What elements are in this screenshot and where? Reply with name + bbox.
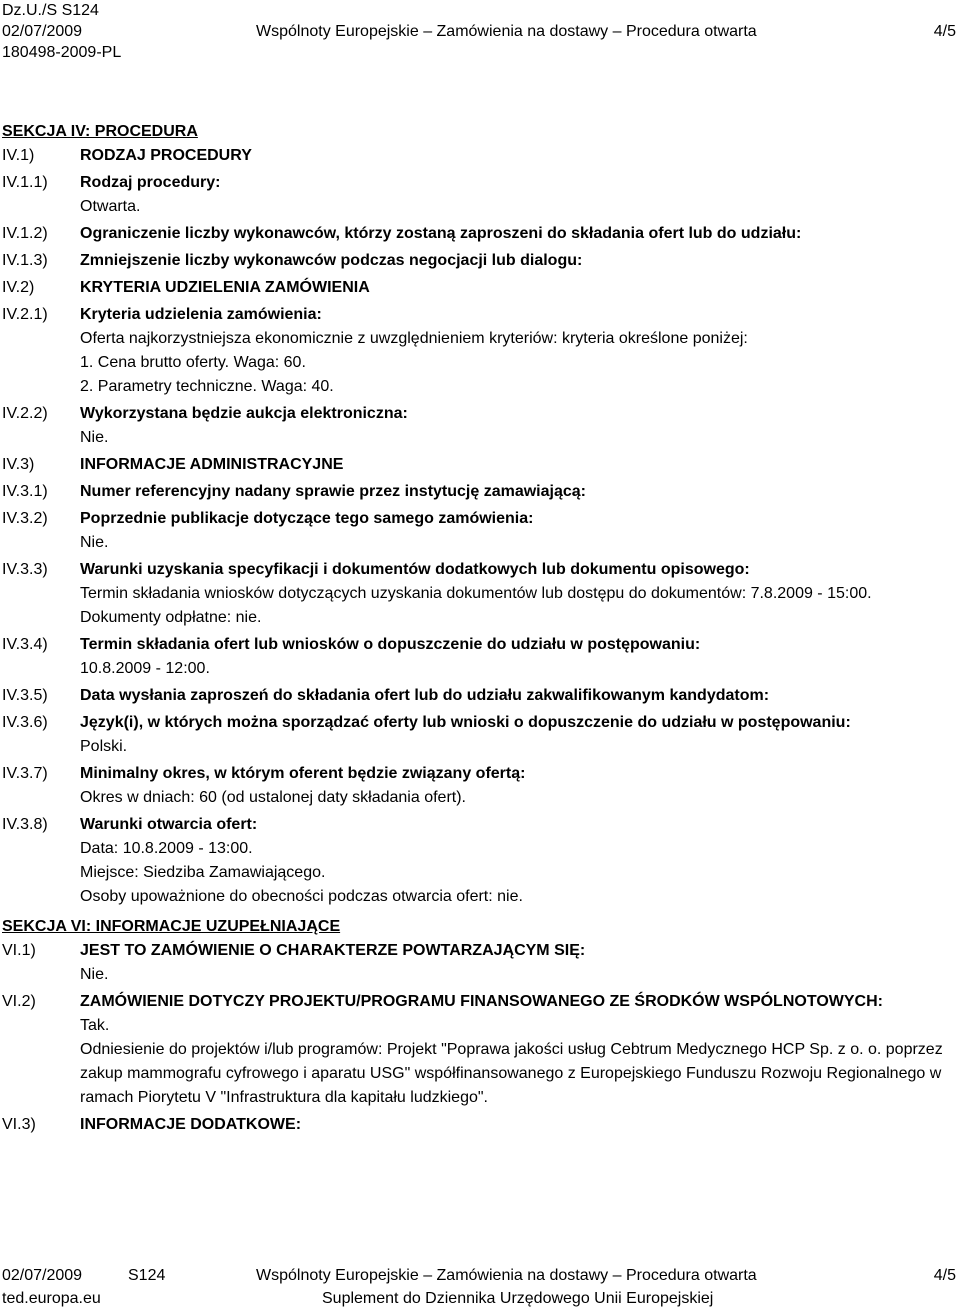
item-heading: INFORMACJE DODATKOWE: <box>80 1116 302 1133</box>
item-text: Data: 10.8.2009 - 13:00. <box>80 840 253 857</box>
item-heading: Data wysłania zaproszeń do składania ofert lub do udziału zakwalifikowanym kandydatom: <box>80 687 770 704</box>
item-heading: Rodzaj procedury: <box>80 174 221 191</box>
header-page: 4/5 <box>933 23 956 40</box>
item-heading: Ograniczenie liczby wykonawców, którzy zostaną zaproszeni do składania ofert lub do udziału: <box>80 225 802 242</box>
section-item <box>0 633 960 681</box>
section-item <box>0 276 960 300</box>
item-number: IV.3.3) <box>2 561 48 578</box>
footer-date: 02/07/2009 <box>2 1267 83 1284</box>
item-heading: Warunki uzyskania specyfikacji i dokumentów dodatkowych lub dokumentu opisowego: <box>80 561 750 578</box>
section-item <box>0 939 960 987</box>
item-number: IV.1.1) <box>2 174 48 191</box>
item-text: Tak. <box>80 1017 110 1034</box>
section-item <box>0 222 960 246</box>
item-number: VI.2) <box>2 993 36 1010</box>
item-number: IV.1.2) <box>2 225 48 242</box>
item-text: Nie. <box>80 966 109 983</box>
item-number: VI.1) <box>2 942 36 959</box>
item-number: IV.3) <box>2 456 35 473</box>
section-item <box>0 171 960 219</box>
item-number: IV.3.4) <box>2 636 48 653</box>
item-number: IV.3.7) <box>2 765 48 782</box>
section-item <box>0 558 960 630</box>
item-number: IV.1) <box>2 147 35 164</box>
item-text: Nie. <box>80 534 109 551</box>
item-number: IV.2.1) <box>2 306 48 323</box>
journal-ref: Dz.U./S S124 <box>2 2 99 19</box>
document-body <box>0 120 960 1140</box>
item-text: Oferta najkorzystniejsza ekonomicznie z uwzględnieniem kryteriów: kryteria określone poniżej: <box>80 330 748 347</box>
item-text: Miejsce: Siedziba Zamawiającego. <box>80 864 326 881</box>
item-text: Dokumenty odpłatne: nie. <box>80 609 262 626</box>
item-heading: RODZAJ PROCEDURY <box>80 147 252 164</box>
page-footer <box>2 1264 956 1310</box>
section-item <box>0 144 960 168</box>
section-item <box>0 1113 960 1137</box>
footer-site: ted.europa.eu <box>2 1290 101 1307</box>
item-number: IV.2.2) <box>2 405 48 422</box>
section-item <box>0 249 960 273</box>
item-text: 1. Cena brutto oferty. Waga: 60. <box>80 354 306 371</box>
section-item <box>0 507 960 555</box>
section-item <box>0 453 960 477</box>
item-heading: Warunki otwarcia ofert: <box>80 816 258 833</box>
section-item <box>0 303 960 399</box>
section-item <box>0 990 960 1110</box>
item-text: Osoby upoważnione do obecności podczas otwarcia ofert: nie. <box>80 888 523 905</box>
header-date: 02/07/2009 <box>2 23 83 40</box>
item-text: Okres w dniach: 60 (od ustalonej daty składania ofert). <box>80 789 466 806</box>
item-heading: Numer referencyjny nadany sprawie przez instytucję zamawiającą: <box>80 483 586 500</box>
item-heading: INFORMACJE ADMINISTRACYJNE <box>80 456 344 473</box>
section-item <box>0 402 960 450</box>
section-item <box>0 711 960 759</box>
item-heading: Kryteria udzielenia zamówienia: <box>80 306 322 323</box>
item-number: IV.1.3) <box>2 252 48 269</box>
item-number: IV.3.5) <box>2 687 48 704</box>
section-vi-title: SEKCJA VI: INFORMACJE UZUPEŁNIAJĄCE <box>2 918 341 935</box>
item-heading: Zmniejszenie liczby wykonawców podczas negocjacji lub dialogu: <box>80 252 583 269</box>
item-text: 2. Parametry techniczne. Waga: 40. <box>80 378 334 395</box>
item-text: 10.8.2009 - 12:00. <box>80 660 210 677</box>
item-heading: KRYTERIA UDZIELENIA ZAMÓWIENIA <box>80 279 370 296</box>
item-heading: Minimalny okres, w którym oferent będzie związany ofertą: <box>80 765 526 782</box>
item-number: IV.3.2) <box>2 510 48 527</box>
item-heading: JEST TO ZAMÓWIENIE O CHARAKTERZE POWTARZAJĄCYM SIĘ: <box>80 942 586 959</box>
item-text: Otwarta. <box>80 198 141 215</box>
section-vi <box>0 939 960 1140</box>
footer-page: 4/5 <box>933 1267 956 1284</box>
item-number: VI.3) <box>2 1116 36 1133</box>
item-text: Odniesienie do projektów i/lub programów: Projekt "Poprawa jakości usług Cebtrum Medycznego HCP Sp. z o. o. poprzez zakup mammografu cyfrowego i aparatu USG" współfinansowanego z Europejskiego Funduszu Rozwoju Regionalnego w ramach Piorytetu V "Infrastruktura dla kapitału ludzkiego". <box>80 1041 943 1106</box>
item-number: IV.2) <box>2 279 35 296</box>
notice-id: 180498-2009-PL <box>2 44 122 61</box>
item-heading: Poprzednie publikacje dotyczące tego samego zamówienia: <box>80 510 534 527</box>
section-item <box>0 813 960 909</box>
header-title: Wspólnoty Europejskie – Zamówienia na dostawy – Procedura otwarta <box>256 23 757 40</box>
footer-supplement: Suplement do Dziennika Urzędowego Unii Europejskiej <box>322 1290 714 1307</box>
item-heading: Język(i), w których można sporządzać oferty lub wnioski o dopuszczenie do udziału w postępowaniu: <box>80 714 851 731</box>
footer-issue: S124 <box>128 1267 166 1284</box>
item-text: Nie. <box>80 429 109 446</box>
section-iv <box>0 144 960 912</box>
section-iv-title: SEKCJA IV: PROCEDURA <box>2 123 198 140</box>
section-item <box>0 480 960 504</box>
item-heading: Termin składania ofert lub wniosków o dopuszczenie do udziału w postępowaniu: <box>80 636 701 653</box>
item-heading: ZAMÓWIENIE DOTYCZY PROJEKTU/PROGRAMU FINANSOWANEGO ZE ŚRODKÓW WSPÓLNOTOWYCH: <box>80 993 883 1010</box>
section-item <box>0 762 960 810</box>
item-text: Polski. <box>80 738 128 755</box>
item-text: Termin składania wniosków dotyczących uzyskania dokumentów lub dostępu do dokumentów: 7.8.2009 - 15:00. <box>80 585 872 602</box>
item-number: IV.3.8) <box>2 816 48 833</box>
section-item <box>0 684 960 708</box>
footer-title: Wspólnoty Europejskie – Zamówienia na dostawy – Procedura otwarta <box>256 1267 757 1284</box>
page-header <box>2 0 956 63</box>
item-heading: Wykorzystana będzie aukcja elektroniczna: <box>80 405 408 422</box>
item-number: IV.3.6) <box>2 714 48 731</box>
item-number: IV.3.1) <box>2 483 48 500</box>
